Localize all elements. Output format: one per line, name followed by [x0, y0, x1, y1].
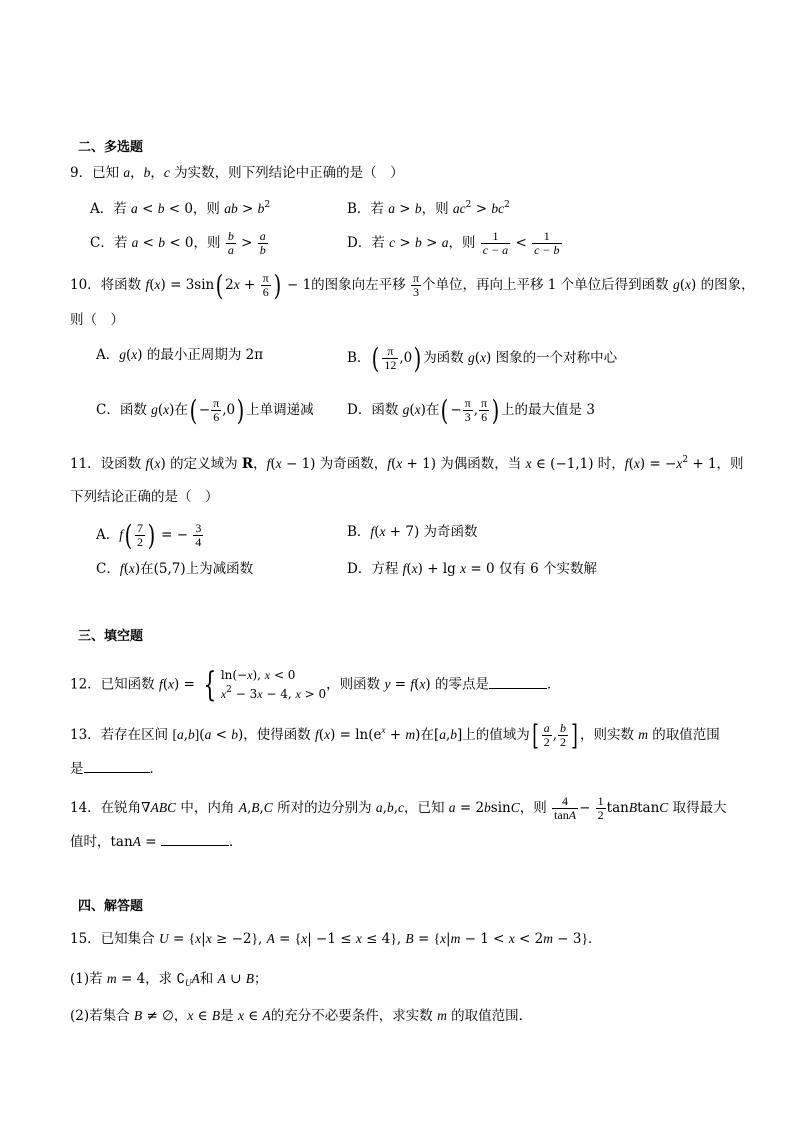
q11-option-a: A．f( $\frac{7}{2}$ ) = − $\frac{3}{4}$: [96, 518, 202, 552]
question-11: 11．设函数 f(x) 的定义域为 R，f(x − 1) 为奇函数，f(x + 1) 为偶函数，当 x ∈ (−1,1) 时，$f(x) = -x^2 + 1$，则: [70, 455, 744, 472]
section-heading-problems: 四、解答题: [78, 899, 144, 914]
question-15: 15．已知集合 U = {x|x ≥ −2}, A = {x| −1 ≤ x ≤ 4}, B = {x|m − 1 < x < 2m − 3}．: [70, 931, 602, 947]
question-15-part-2: (2)若集合 B ≠ ∅，x ∈ B是 x ∈ A的充分不必要条件，求实数 m 的取值范围．: [70, 1008, 533, 1024]
q9-option-a: A．若 a < b < 0，则 ab > $b^2$: [90, 200, 271, 217]
q11-option-b: B．f(x + 7) 为奇函数: [347, 524, 478, 540]
q11-option-c: C．f(x)在(5,7)上为减函数: [96, 561, 254, 577]
q9-option-c: C．若 a < b < 0，则 $\frac{b}{a}$ > $\frac{a}{b}$: [90, 229, 266, 257]
section-heading-fill-in: 三、填空题: [78, 629, 144, 644]
question-13: 13．若存在区间 [a,b](a < b)，使得函数 $f(x) = \ln(e^x + m)$在[a,b]上的值域为[ $\frac{a}{2}$ , $\frac{b}{2}$ ] ，则实数 m 的取值范围: [70, 718, 720, 752]
q10-option-b: B．( $\frac{\pi}{12}$ ,0) 为函数 g(x) 图象的一个对称中心: [347, 341, 618, 375]
question-13-cont: 是 ．: [70, 758, 163, 779]
question-12: 12．已知函数 f(x) = { ln(−x), x < 0 $x^2 - 3x - 4$, x > 0 ，则函数 y = f(x) 的零点是 ．: [70, 665, 561, 705]
question-10-cont: 则（ ）: [70, 312, 124, 328]
q9-option-d: D．若 c > b > a，则 $\frac{1}{c - a}$ < $\frac{1}{c - b}$: [347, 229, 560, 257]
question-11-cont: 下列结论正确的是（ ）: [70, 489, 219, 505]
question-10: 10．将函数 f(x) = 3sin( 2x + $\frac{\pi}{6}$ ) − 1的图象向左平移 $\frac{\pi}{3}$ 个单位，再向上平移 1 个单位后得到函数 g(x) 的图象，: [70, 268, 755, 302]
q10-option-d: D．函数 g(x)在( − $\frac{\pi}{3}$ , $\frac{\pi}{6}$ ) 上的最大值是 3: [347, 393, 595, 427]
question-14: 14．在锐角∇ABC 中，内角 A,B,C 所对的边分别为 a,b,c，已知 a = 2bsinC，则 $\frac{4}{\tan A}$ − $\frac{1}{2}$ tanBtanC 取得最大: [70, 794, 727, 822]
q9-option-b: B．若 a > b，则 $ac^2 > bc^2$: [347, 200, 510, 217]
q11-option-d: D．方程 f(x) + lg x = 0 仅有 6 个实数解: [347, 561, 598, 577]
q10-option-a: A．g(x) 的最小正周期为 2π: [96, 347, 264, 363]
section-heading-multiple-choice: 二、多选题: [78, 140, 144, 155]
q10-option-c: C．函数 g(x)在( − $\frac{\pi}{6}$ ,0) 上单调递减: [96, 393, 314, 427]
question-15-part-1: (1)若 m = 4，求 $∁_UA$和 A ∪ B；: [70, 971, 268, 988]
question-14-cont: 值时，tanA = .: [70, 831, 233, 852]
question-9: 9．已知 a，b，c 为实数，则下列结论中正确的是（ ）: [70, 165, 404, 181]
